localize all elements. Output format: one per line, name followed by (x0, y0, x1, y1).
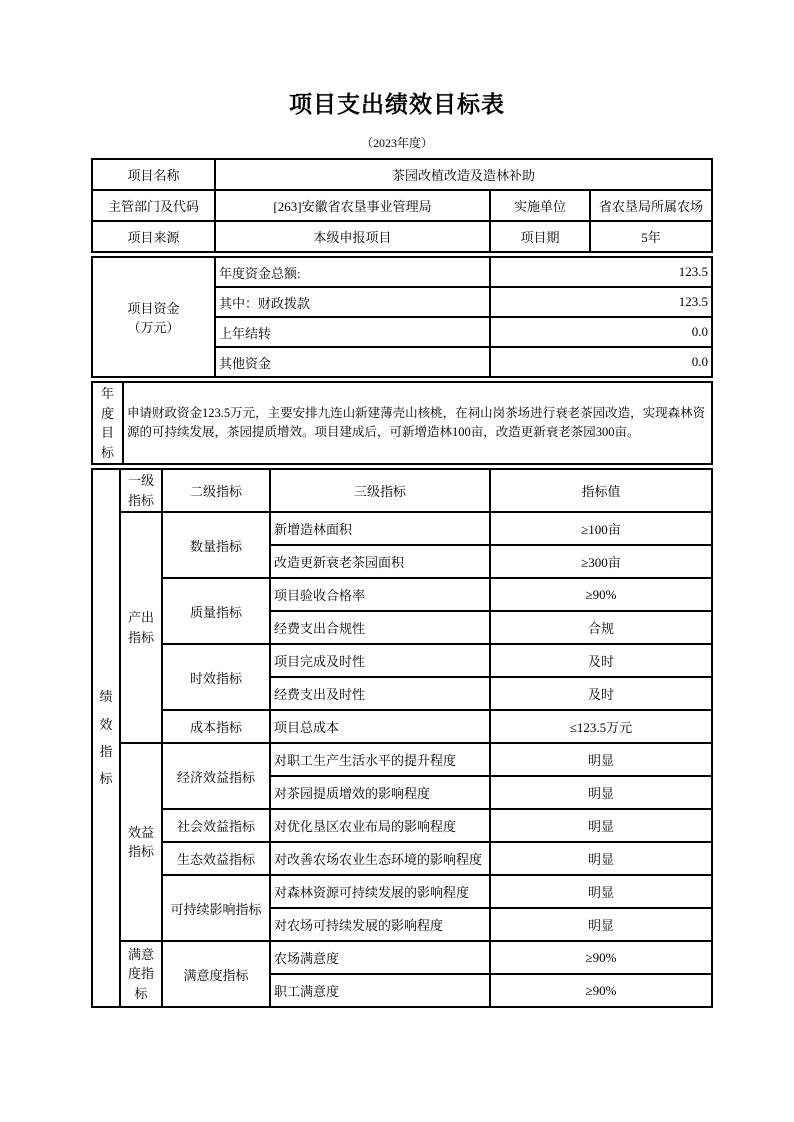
indicator-value-cell: ≥100亩 (490, 512, 712, 545)
funds-carryover-name: 上年结转 (215, 317, 490, 347)
indicator-l3-cell: 职工满意度 (270, 974, 490, 1007)
indicator-row (92, 743, 712, 776)
indicator-l3-cell: 项目总成本 (270, 710, 490, 743)
indicator-l3-cell: 改造更新衰老茶园面积 (270, 545, 490, 578)
indicator-value-cell: 合规 (490, 611, 712, 644)
level2-quality: 质量指标 (162, 578, 270, 644)
annual-goal-row (92, 382, 712, 464)
funds-label (92, 257, 215, 377)
funds-total-row (92, 257, 712, 287)
level2-ecological: 生态效益指标 (162, 842, 270, 875)
indicator-value-cell: 明显 (490, 743, 712, 776)
performance-indicators-table (91, 468, 713, 1008)
funds-total-value: 123.5 (490, 257, 712, 287)
indicator-l3-cell: 对茶园提质增效的影响程度 (270, 776, 490, 809)
implementing-unit-value: 省农垦局所属农场 (590, 190, 712, 221)
indicator-row (92, 644, 712, 677)
indicator-l3-cell: 项目验收合格率 (270, 578, 490, 611)
funds-other-name: 其他资金 (215, 347, 490, 377)
indicators-header-row (92, 469, 712, 512)
funds-other-value: 0.0 (490, 347, 712, 377)
funds-label-line1: 项目资金 (127, 301, 180, 316)
level2-cost: 成本指标 (162, 710, 270, 743)
indicator-value-cell: 明显 (490, 875, 712, 908)
header-level1: 一级指标 (120, 469, 162, 512)
indicator-row (92, 809, 712, 842)
project-period-value: 5年 (590, 221, 712, 252)
indicator-value-cell: 明显 (490, 776, 712, 809)
indicator-value-cell: 明显 (490, 809, 712, 842)
annual-goal-text: 申请财政资金123.5万元，主要安排九连山新建薄壳山核桃，在祠山岗茶场进行衰老茶园改造，实现森林资源的可持续发展，茶园提质增效。项目建成后，可新增造林100亩，改造更新衰老茶园300亩。 (123, 382, 712, 464)
funds-label-line2: （万元） (127, 320, 180, 335)
level2-economic: 经济效益指标 (162, 743, 270, 809)
level1-output: 产出指标 (120, 512, 162, 743)
page-title: 项目支出绩效目标表 (289, 92, 505, 117)
indicator-value-cell: 及时 (490, 644, 712, 677)
funds-total-name: 年度资金总额: (215, 257, 490, 287)
indicator-value-cell: ≥90% (490, 941, 712, 974)
indicator-l3-cell: 对职工生产生活水平的提升程度 (270, 743, 490, 776)
performance-side-label (92, 469, 120, 1007)
indicator-l3-cell: 农场满意度 (270, 941, 490, 974)
indicator-row (92, 578, 712, 611)
annual-goal-table (91, 381, 713, 465)
project-period-label: 项目期 (490, 221, 590, 252)
indicator-l3-cell: 对森林资源可持续发展的影响程度 (270, 875, 490, 908)
funds-fiscal-name: 其中：财政拨款 (215, 287, 490, 317)
indicator-value-cell: ≥90% (490, 974, 712, 1007)
department-label: 主管部门及代码 (92, 190, 215, 221)
indicator-value-cell: 及时 (490, 677, 712, 710)
indicator-row (92, 512, 712, 545)
project-funds-table (91, 256, 713, 378)
project-source-row (92, 221, 712, 252)
indicator-l3-cell: 对改善农场农业生态环境的影响程度 (270, 842, 490, 875)
department-row (92, 190, 712, 221)
level2-sustainable: 可持续影响指标 (162, 875, 270, 941)
indicator-value-cell: 明显 (490, 908, 712, 941)
indicator-row (92, 710, 712, 743)
implementing-unit-label: 实施单位 (490, 190, 590, 221)
project-source-label: 项目来源 (92, 221, 215, 252)
level2-social: 社会效益指标 (162, 809, 270, 842)
indicator-row (92, 842, 712, 875)
indicator-l3-cell: 项目完成及时性 (270, 644, 490, 677)
level2-satisfaction: 满意度指标 (162, 941, 270, 1007)
project-name-row (92, 159, 712, 190)
indicator-value-cell: 明显 (490, 842, 712, 875)
project-info-table (91, 158, 713, 253)
department-value: [263]安徽省农垦事业管理局 (215, 190, 490, 221)
header-value: 指标值 (490, 469, 712, 512)
level1-benefit: 效益指标 (120, 743, 162, 941)
project-name-label: 项目名称 (92, 159, 215, 190)
funds-carryover-value: 0.0 (490, 317, 712, 347)
level2-quantity: 数量指标 (162, 512, 270, 578)
performance-side-label-text: 绩效指标 (99, 689, 113, 787)
indicator-row (92, 941, 712, 974)
funds-fiscal-value: 123.5 (490, 287, 712, 317)
indicator-l3-cell: 新增造林面积 (270, 512, 490, 545)
header-level3: 三级指标 (270, 469, 490, 512)
page-subtitle: （2023年度） (360, 136, 433, 150)
indicator-value-cell: ≤123.5万元 (490, 710, 712, 743)
project-name-value: 茶园改植改造及造林补助 (215, 159, 712, 190)
indicator-value-cell: ≥300亩 (490, 545, 712, 578)
indicator-l3-cell: 对优化垦区农业布局的影响程度 (270, 809, 490, 842)
level2-timeliness: 时效指标 (162, 644, 270, 710)
header-level2: 二级指标 (162, 469, 270, 512)
annual-goal-label: 年度目标 (92, 382, 123, 464)
indicator-l3-cell: 对农场可持续发展的影响程度 (270, 908, 490, 941)
indicator-l3-cell: 经费支出及时性 (270, 677, 490, 710)
level1-satisfaction: 满意度指标 (120, 941, 162, 1007)
indicator-l3-cell: 经费支出合规性 (270, 611, 490, 644)
project-source-value: 本级申报项目 (215, 221, 490, 252)
indicator-value-cell: ≥90% (490, 578, 712, 611)
indicator-row (92, 875, 712, 908)
